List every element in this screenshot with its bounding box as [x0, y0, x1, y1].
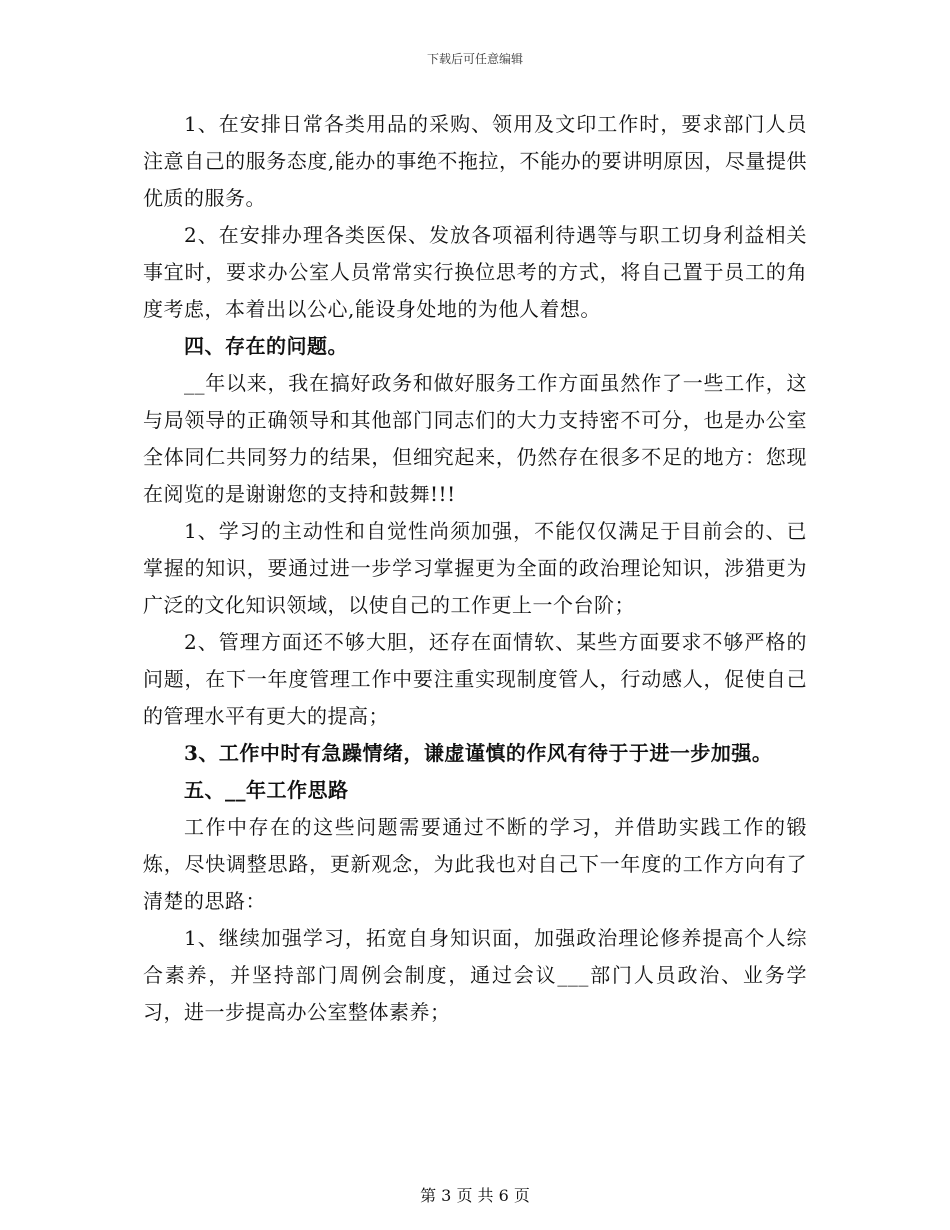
- paragraph-3: __年以来，我在搞好政务和做好服务工作方面虽然作了一些工作，这与局领导的正确领导和其他部门同志们的大力支持密不可分，也是办公室全体同仁共同努力的结果，但细究起来，仍然存在很多不足的地方：您现在阅览的是谢谢您的支持和鼓舞!!!: [143, 371, 807, 506]
- paragraph-6-bold: 3、工作中时有急躁情绪，谦虚谨慎的作风有待于于进一步加强。: [184, 741, 773, 765]
- document-body: [143, 106, 807, 1031]
- section-heading-plan: 五、__年工作思路: [184, 778, 349, 802]
- paragraph-8: 1、继续加强学习，拓宽自身知识面，加强政治理论修养提高个人综合素养，并坚持部门周例会制度，通过会议___部门人员政治、业务学习，进一步提高办公室整体素养；: [143, 926, 807, 1024]
- page-number: 第 3 页 共 6 页: [420, 1186, 530, 1205]
- paragraph-7: 工作中存在的这些问题需要通过不断的学习，并借助实践工作的锻炼，尽快调整思路，更新观念，为此我也对自己下一年度的工作方向有了清楚的思路：: [143, 815, 807, 913]
- paragraph-2: 2、在安排办理各类医保、发放各项福利待遇等与职工切身利益相关事宜时，要求办公室人员常常实行换位思考的方式，将自己置于员工的角度考虑，本着出以公心,能设身处地的为他人着想。: [143, 223, 807, 321]
- paragraph-4: 1、学习的主动性和自觉性尚须加强，不能仅仅满足于目前会的、已掌握的知识，要通过进一步学习掌握更为全面的政治理论知识，涉猎更为广泛的文化知识领域，以使自己的工作更上一个台阶；: [143, 519, 807, 617]
- page-header-note: 下载后可任意编辑: [426, 52, 523, 66]
- paragraph-5: 2、管理方面还不够大胆，还存在面情软、某些方面要求不够严格的问题，在下一年度管理工作中要注重实现制度管人，行动感人，促使自己的管理水平有更大的提高；: [143, 630, 807, 728]
- paragraph-1: 1、在安排日常各类用品的采购、领用及文印工作时，要求部门人员注意自己的服务态度,能办的事绝不拖拉，不能办的要讲明原因，尽量提供优质的服务。: [143, 112, 807, 210]
- section-heading-problems: 四、存在的问题。: [184, 334, 348, 358]
